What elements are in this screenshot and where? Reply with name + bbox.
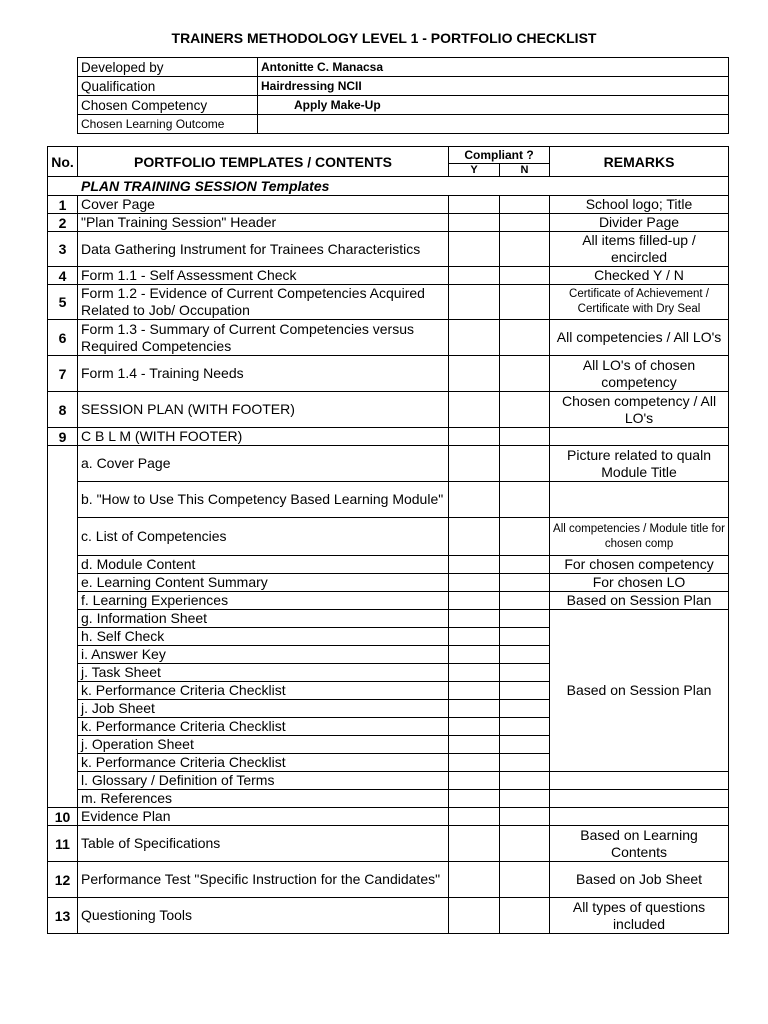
item-remarks: All items filled-up / encircled (550, 232, 729, 267)
cblm-item-remarks: For chosen competency (550, 556, 729, 574)
header-no: No. (48, 147, 78, 177)
compliant-y-cell[interactable] (449, 628, 500, 646)
compliant-y-cell[interactable] (449, 592, 500, 610)
compliant-n-cell[interactable] (500, 214, 550, 232)
cblm-item-content: l. Glossary / Definition of Terms (78, 772, 449, 790)
cblm-item-content: e. Learning Content Summary (78, 574, 449, 592)
compliant-y-cell[interactable] (449, 646, 500, 664)
info-value (258, 115, 729, 134)
cblm-item-content: j. Operation Sheet (78, 736, 449, 754)
info-label: Developed by (78, 58, 258, 77)
compliant-y-cell[interactable] (449, 574, 500, 592)
blank-number-cell (48, 772, 78, 790)
cblm-item-content: d. Module Content (78, 556, 449, 574)
table-row (48, 232, 729, 267)
compliant-n-cell[interactable] (500, 646, 550, 664)
info-label: Chosen Competency (78, 96, 258, 115)
compliant-y-cell[interactable] (449, 556, 500, 574)
blank-number-cell (48, 482, 78, 518)
cblm-item-remarks (550, 790, 729, 808)
compliant-n-cell[interactable] (500, 664, 550, 682)
compliant-n-cell[interactable] (500, 482, 550, 518)
item-remarks: Divider Page (550, 214, 729, 232)
compliant-y-cell[interactable] (449, 232, 500, 267)
cblm-item-remarks: All competencies / Module title for chosen comp (550, 518, 729, 556)
item-content: Performance Test "Specific Instruction for the Candidates" (78, 862, 449, 898)
table-row (48, 446, 729, 482)
compliant-y-cell[interactable] (449, 898, 500, 934)
compliant-n-cell[interactable] (500, 285, 550, 320)
item-remarks (550, 428, 729, 446)
info-row-qualification (78, 77, 729, 96)
blank-number-cell (48, 518, 78, 556)
compliant-n-cell[interactable] (500, 700, 550, 718)
item-number: 11 (48, 826, 78, 862)
section-row (48, 177, 729, 196)
header-contents: PORTFOLIO TEMPLATES / CONTENTS (78, 147, 449, 177)
cblm-item-remarks: Based on Session Plan (550, 592, 729, 610)
compliant-n-cell[interactable] (500, 428, 550, 446)
compliant-n-cell[interactable] (500, 574, 550, 592)
info-row-learning-outcome (78, 115, 729, 134)
header-row (48, 147, 729, 164)
item-remarks: Based on Learning Contents (550, 826, 729, 862)
compliant-y-cell[interactable] (449, 446, 500, 482)
checklist-table (47, 146, 729, 934)
item-remarks: Based on Job Sheet (550, 862, 729, 898)
cblm-item-content: a. Cover Page (78, 446, 449, 482)
cblm-item-content: k. Performance Criteria Checklist (78, 718, 449, 736)
item-number: 9 (48, 428, 78, 446)
compliant-n-cell[interactable] (500, 320, 550, 356)
blank-number-cell (48, 718, 78, 736)
cblm-item-content: k. Performance Criteria Checklist (78, 682, 449, 700)
cblm-item-content: m. References (78, 790, 449, 808)
table-row (48, 518, 729, 556)
item-content: Form 1.1 - Self Assessment Check (78, 267, 449, 285)
blank-number-cell (48, 754, 78, 772)
table-row (48, 428, 729, 446)
item-content: "Plan Training Session" Header (78, 214, 449, 232)
compliant-n-cell[interactable] (500, 718, 550, 736)
header-n: N (500, 164, 550, 177)
table-row (48, 862, 729, 898)
table-row (48, 592, 729, 610)
compliant-n-cell[interactable] (500, 862, 550, 898)
page-title: TRAINERS METHODOLOGY LEVEL 1 - PORTFOLIO CHECKLIST (171, 30, 597, 46)
compliant-y-cell[interactable] (449, 826, 500, 862)
item-remarks: Chosen competency / All LO's (550, 392, 729, 428)
item-content: Form 1.4 - Training Needs (78, 356, 449, 392)
compliant-n-cell[interactable] (500, 592, 550, 610)
info-row-competency (78, 96, 729, 115)
table-row (48, 392, 729, 428)
cblm-item-remarks (550, 482, 729, 518)
info-value: Apply Make-Up (258, 96, 729, 115)
checklist-body (48, 196, 729, 934)
compliant-y-cell[interactable] (449, 610, 500, 628)
compliant-n-cell[interactable] (500, 736, 550, 754)
compliant-y-cell[interactable] (449, 682, 500, 700)
blank-number-cell (48, 700, 78, 718)
table-row (48, 574, 729, 592)
item-remarks: All types of questions included (550, 898, 729, 934)
item-remarks: Checked Y / N (550, 267, 729, 285)
cblm-item-content: j. Job Sheet (78, 700, 449, 718)
cblm-item-content: k. Performance Criteria Checklist (78, 754, 449, 772)
info-table (77, 57, 729, 134)
compliant-y-cell[interactable] (449, 285, 500, 320)
blank-number-cell (48, 790, 78, 808)
item-number: 7 (48, 356, 78, 392)
item-number: 10 (48, 808, 78, 826)
table-row (48, 196, 729, 214)
compliant-y-cell[interactable] (449, 718, 500, 736)
compliant-y-cell[interactable] (449, 700, 500, 718)
compliant-n-cell[interactable] (500, 772, 550, 790)
compliant-n-cell[interactable] (500, 392, 550, 428)
item-number: 5 (48, 285, 78, 320)
cblm-item-content: g. Information Sheet (78, 610, 449, 628)
item-content: Table of Specifications (78, 826, 449, 862)
item-number: 2 (48, 214, 78, 232)
table-row (48, 898, 729, 934)
compliant-n-cell[interactable] (500, 232, 550, 267)
blank-number-cell (48, 682, 78, 700)
blank-number-cell (48, 736, 78, 754)
info-value: Antonitte C. Manacsa (258, 58, 729, 77)
item-content: Form 1.3 - Summary of Current Competencies versus Required Competencies (78, 320, 449, 356)
compliant-y-cell[interactable] (449, 392, 500, 428)
item-number: 3 (48, 232, 78, 267)
info-value: Hairdressing NCII (258, 77, 729, 96)
compliant-y-cell[interactable] (449, 196, 500, 214)
item-remarks: Certificate of Achievement / Certificate with Dry Seal (550, 285, 729, 320)
compliant-n-cell[interactable] (500, 267, 550, 285)
item-content: Evidence Plan (78, 808, 449, 826)
compliant-y-cell[interactable] (449, 772, 500, 790)
compliant-y-cell[interactable] (449, 356, 500, 392)
compliant-n-cell[interactable] (500, 898, 550, 934)
compliant-n-cell[interactable] (500, 754, 550, 772)
item-number: 6 (48, 320, 78, 356)
table-row (48, 214, 729, 232)
compliant-y-cell[interactable] (449, 790, 500, 808)
item-content: SESSION PLAN (WITH FOOTER) (78, 392, 449, 428)
cblm-item-content: c. List of Competencies (78, 518, 449, 556)
compliant-n-cell[interactable] (500, 356, 550, 392)
blank-number-cell (48, 574, 78, 592)
item-number: 4 (48, 267, 78, 285)
table-row (48, 790, 729, 808)
compliant-y-cell[interactable] (449, 320, 500, 356)
compliant-n-cell[interactable] (500, 682, 550, 700)
item-content: Cover Page (78, 196, 449, 214)
section-title: PLAN TRAINING SESSION Templates (48, 177, 729, 196)
compliant-n-cell[interactable] (500, 446, 550, 482)
compliant-y-cell[interactable] (449, 518, 500, 556)
table-row (48, 356, 729, 392)
table-row (48, 808, 729, 826)
header-remarks: REMARKS (550, 147, 729, 177)
item-remarks (550, 808, 729, 826)
cblm-item-content: j. Task Sheet (78, 664, 449, 682)
merged-remarks: Based on Session Plan (550, 610, 729, 772)
compliant-y-cell[interactable] (449, 267, 500, 285)
table-row (48, 772, 729, 790)
compliant-n-cell[interactable] (500, 628, 550, 646)
item-remarks: All LO's of chosen competency (550, 356, 729, 392)
table-row (48, 285, 729, 320)
item-remarks: All competencies / All LO's (550, 320, 729, 356)
table-row (48, 267, 729, 285)
compliant-y-cell[interactable] (449, 428, 500, 446)
compliant-y-cell[interactable] (449, 808, 500, 826)
item-content: Questioning Tools (78, 898, 449, 934)
header-compliant: Compliant ? (449, 147, 550, 164)
compliant-n-cell[interactable] (500, 556, 550, 574)
blank-number-cell (48, 628, 78, 646)
table-row (48, 320, 729, 356)
item-remarks: School logo; Title (550, 196, 729, 214)
cblm-item-content: h. Self Check (78, 628, 449, 646)
info-row-developed-by (78, 58, 729, 77)
blank-number-cell (48, 592, 78, 610)
table-row (48, 826, 729, 862)
info-label: Qualification (78, 77, 258, 96)
item-number: 8 (48, 392, 78, 428)
compliant-y-cell[interactable] (449, 736, 500, 754)
cblm-item-remarks: Picture related to qualn Module Title (550, 446, 729, 482)
compliant-y-cell[interactable] (449, 754, 500, 772)
cblm-item-remarks (550, 772, 729, 790)
item-content: Form 1.2 - Evidence of Current Competencies Acquired Related to Job/ Occupation (78, 285, 449, 320)
cblm-item-remarks: For chosen LO (550, 574, 729, 592)
blank-number-cell (48, 446, 78, 482)
compliant-n-cell[interactable] (500, 518, 550, 556)
blank-number-cell (48, 610, 78, 628)
compliant-n-cell[interactable] (500, 790, 550, 808)
header-y: Y (449, 164, 500, 177)
item-content: C B L M (WITH FOOTER) (78, 428, 449, 446)
compliant-n-cell[interactable] (500, 826, 550, 862)
item-number: 12 (48, 862, 78, 898)
compliant-y-cell[interactable] (449, 214, 500, 232)
item-number: 13 (48, 898, 78, 934)
compliant-n-cell[interactable] (500, 610, 550, 628)
blank-number-cell (48, 664, 78, 682)
compliant-y-cell[interactable] (449, 664, 500, 682)
compliant-n-cell[interactable] (500, 808, 550, 826)
cblm-item-content: b. "How to Use This Competency Based Learning Module" (78, 482, 449, 518)
blank-number-cell (48, 556, 78, 574)
table-row (48, 482, 729, 518)
item-number: 1 (48, 196, 78, 214)
info-label: Chosen Learning Outcome (78, 115, 258, 134)
item-content: Data Gathering Instrument for Trainees Characteristics (78, 232, 449, 267)
cblm-item-content: f. Learning Experiences (78, 592, 449, 610)
blank-number-cell (48, 646, 78, 664)
table-row (48, 556, 729, 574)
cblm-item-content: i. Answer Key (78, 646, 449, 664)
compliant-y-cell[interactable] (449, 482, 500, 518)
compliant-y-cell[interactable] (449, 862, 500, 898)
table-row (48, 610, 729, 628)
compliant-n-cell[interactable] (500, 196, 550, 214)
